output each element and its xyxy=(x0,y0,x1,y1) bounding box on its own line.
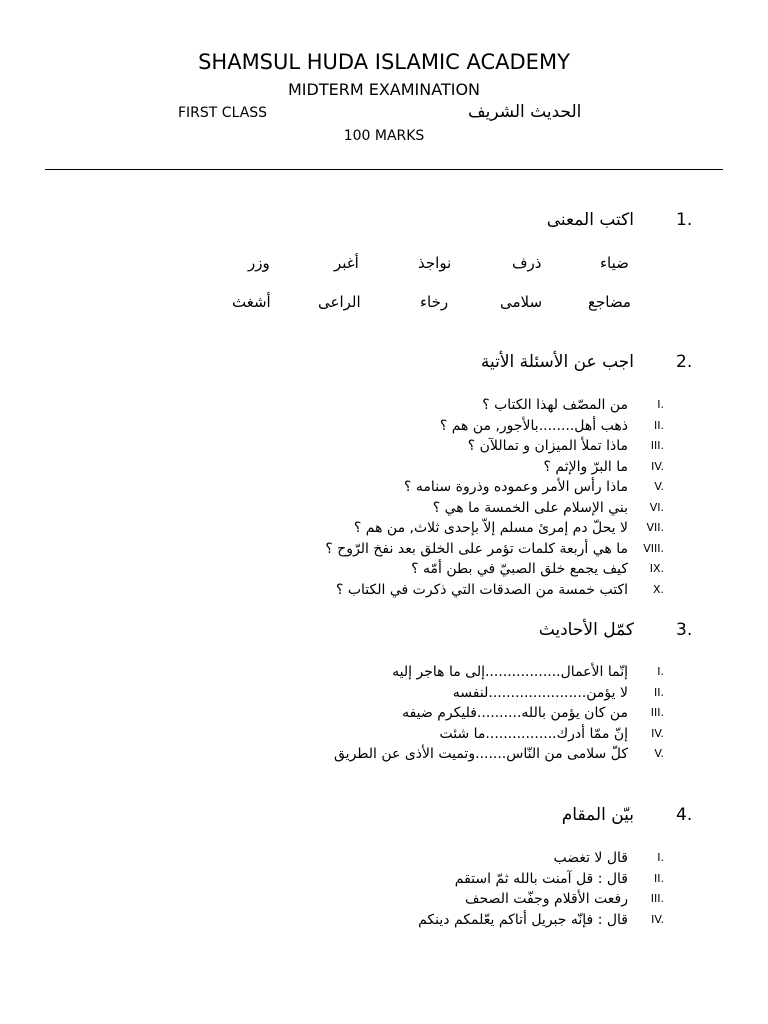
question-text: ماذا تملأ الميزان و تماللآن ؟ xyxy=(467,438,628,454)
question-item xyxy=(325,559,664,580)
question-text: اكتب خمسة من الصدقات التي ذكرت في الكتاب ؟ xyxy=(335,581,628,598)
question-numeral: VII. xyxy=(646,521,664,534)
item-numeral: III. xyxy=(650,892,664,905)
question-numeral: IV. xyxy=(651,459,664,473)
vocab-word: ضياء xyxy=(600,254,629,272)
vocab-word: سلامى xyxy=(500,293,543,311)
item-numeral: V. xyxy=(654,747,664,760)
question-item xyxy=(325,395,664,416)
section-2-heading xyxy=(481,352,728,372)
hadith-item xyxy=(334,683,664,704)
question-text: ذهب أهل........بالأجور, من هم ؟ xyxy=(439,417,628,434)
vocab-word: رخاء xyxy=(420,293,449,311)
section-4-title: بيّن المقام xyxy=(561,805,634,825)
question-item xyxy=(325,580,664,601)
context-item xyxy=(418,869,664,890)
hadith-item xyxy=(334,744,664,765)
question-numeral: VIII. xyxy=(643,541,664,555)
question-numeral: V. xyxy=(654,480,664,493)
section-2-number: 2. xyxy=(676,352,693,372)
item-numeral: III. xyxy=(650,706,664,719)
question-text: ما البرّ والإثم ؟ xyxy=(543,458,628,475)
context-text: قال لا تغضب xyxy=(553,850,628,866)
question-text: من المصّف لهذا الكتاب ؟ xyxy=(482,397,628,413)
question-numeral: IX. xyxy=(649,562,664,575)
vocab-word: أغبر xyxy=(334,254,359,272)
question-numeral: X. xyxy=(652,582,664,596)
section-4-items xyxy=(418,848,664,930)
context-text: رفعت الأقلام وجفّت الصحف xyxy=(465,891,628,907)
context-item xyxy=(418,910,664,931)
question-numeral: VI. xyxy=(649,500,664,514)
vocab-word: ذرف xyxy=(512,254,542,272)
hadith-text: لا يؤمن......................لنفسه xyxy=(452,684,628,701)
section-1-title: اكتب المعنى xyxy=(546,210,634,230)
vocab-word: مضاجع xyxy=(588,293,631,311)
context-text: قال : فإنّه جبريل أتاكم يعّلمكم دينكم xyxy=(418,911,628,928)
header-divider xyxy=(45,169,723,170)
question-item xyxy=(325,518,664,539)
total-marks: 100 MARKS xyxy=(343,128,425,144)
question-item xyxy=(325,436,664,457)
context-text: قال : قل آمنت بالله ثمّ استقم xyxy=(454,870,628,887)
item-numeral: II. xyxy=(654,871,664,885)
section-3-items xyxy=(334,662,664,765)
section-3-title: كمّل الأحاديث xyxy=(538,620,634,640)
subject-label: الحديث الشريف xyxy=(468,102,582,122)
hadith-text: إنّما الأعمال.................إلى ما هاجر إليه xyxy=(392,664,628,680)
question-item xyxy=(325,498,664,519)
question-text: ما هي أربعة كلمات تؤمر على الخلق بعد نفخ الرّوح ؟ xyxy=(325,540,628,557)
hadith-text: كلّ سلامى من النّاس.......وتميت الأذى عن الطريق xyxy=(334,746,628,762)
context-item xyxy=(418,848,664,869)
question-text: بني الإسلام على الخمسة ما هي ؟ xyxy=(432,499,628,516)
question-item xyxy=(325,477,664,498)
vocab-word: أشغث xyxy=(232,293,271,311)
item-numeral: I. xyxy=(657,851,664,864)
question-item xyxy=(325,416,664,437)
vocab-word: نواجذ xyxy=(418,254,452,272)
section-1-number: 1. xyxy=(676,210,693,230)
item-numeral: IV. xyxy=(651,726,664,740)
school-name: SHAMSUL HUDA ISLAMIC ACADEMY xyxy=(198,50,570,74)
question-item xyxy=(325,457,664,478)
question-text: كيف يجمع خلق الصبيّ في بطن أمّه ؟ xyxy=(411,561,628,577)
section-3-number: 3. xyxy=(676,620,693,640)
hadith-text: من كان يؤمن بالله..........فليكرم ضيفه xyxy=(402,705,628,721)
hadith-item xyxy=(334,662,664,683)
section-3-heading xyxy=(539,620,728,640)
section-4-heading xyxy=(562,805,728,825)
question-numeral: I. xyxy=(657,398,664,411)
exam-title: MIDTERM EXAMINATION xyxy=(288,80,480,99)
vocab-word: الراعى xyxy=(318,293,361,311)
question-text: لا يحلّ دم إمرئ مسلم إلاّ بإحدى ثلاث, من هم ؟ xyxy=(353,520,628,536)
item-numeral: II. xyxy=(654,685,664,699)
hadith-item xyxy=(334,724,664,745)
section-1-heading xyxy=(547,210,728,230)
item-numeral: I. xyxy=(657,665,664,678)
section-2-title: اجب عن الأسئلة الأتية xyxy=(480,352,634,372)
hadith-item xyxy=(334,703,664,724)
vocab-word: وزر xyxy=(248,254,270,272)
question-numeral: III. xyxy=(650,439,664,452)
item-numeral: IV. xyxy=(651,912,664,926)
section-2-questions xyxy=(325,395,664,600)
question-numeral: II. xyxy=(654,418,664,432)
question-text: ماذا رأس الأمر وعموده وذروة سنامه ؟ xyxy=(404,479,628,495)
class-label: FIRST CLASS xyxy=(178,105,268,121)
hadith-text: إنّ ممّا أدرك................ما شئت xyxy=(439,725,628,742)
context-item xyxy=(418,889,664,910)
question-item xyxy=(325,539,664,560)
section-4-number: 4. xyxy=(676,805,693,825)
